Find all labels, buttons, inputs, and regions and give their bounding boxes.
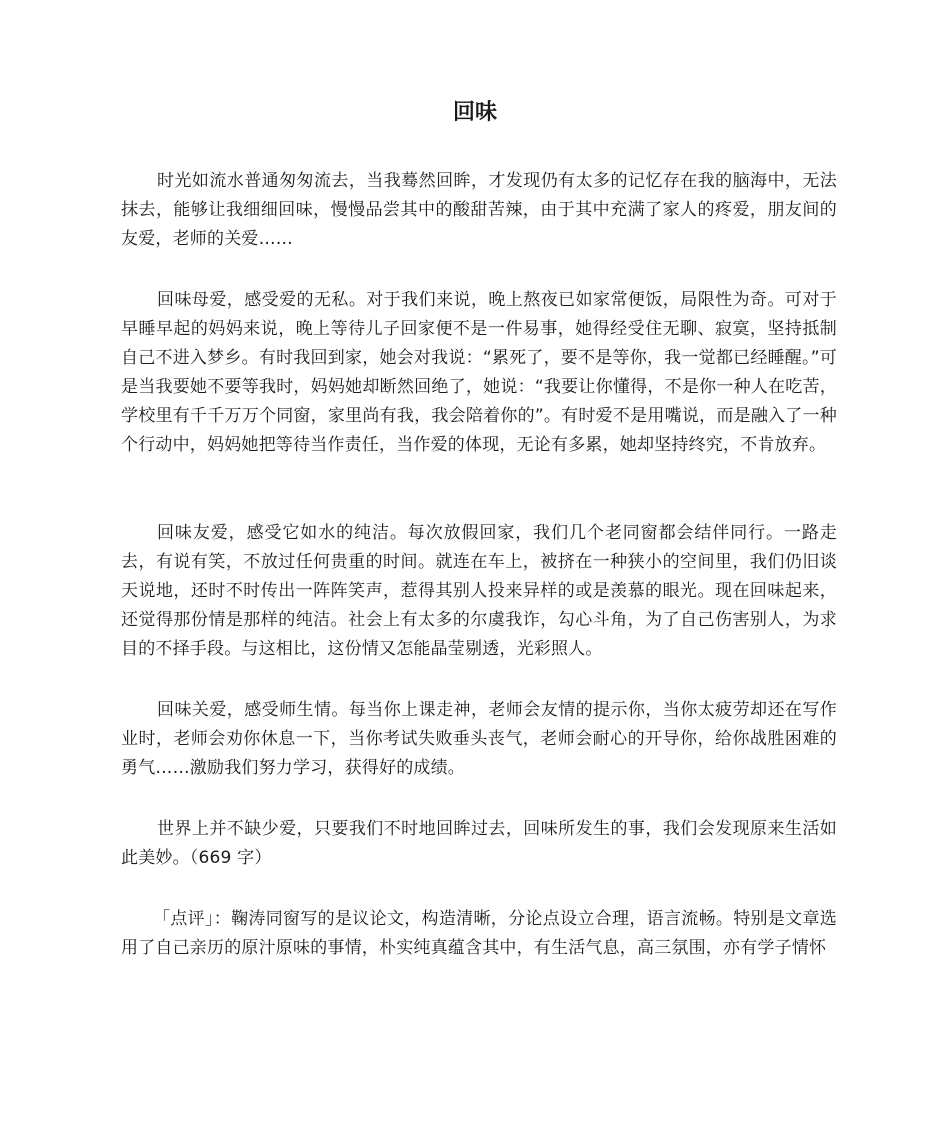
document-title: 回味 [452,100,497,125]
paragraph-mother-love: 回味母爱，感受爱的无私。对于我们来说，晚上熬夜已如家常便饭，局限性为奇。可对于早睡早起的妈妈来说，晚上等待儿子回家便不是一件易事，她得经受住无聊、寂寞，坚持抵制自己不进入梦乡。有时我回到家，她会对我说：“累死了，要不是等你，我一觉都已经睡醒。”可是当我要她不要等我时，妈妈她却断然回绝了，她说：“我要让你懂得，不是你一种人在吃苦，学校里有千千万万个同窗，家里尚有我，我会陪着你的”。有时爱不是用嘴说，而是融入了一种个行动中，妈妈她把等待当作责任，当作爱的体现，无论有多累，她却坚持终究，不肯放弃。 [121,290,837,455]
paragraph-teacher-care: 回味关爱，感受师生情。每当你上课走神，老师会友情的提示你，当你太疲劳却还在写作业时，老师会劝你休息一下，当你考试失败垂头丧气，老师会耐心的开导你，给你战胜困难的勇气……激励我们努力学习，获得好的成绩。 [121,700,837,778]
paragraph-conclusion: 世界上并不缺少爱，只要我们不时地回眸过去，回味所发生的事，我们会发现原来生活如此美妙。（669 字） [121,819,837,868]
paragraph-friendship: 回味友爱，感受它如水的纯洁。每次放假回家，我们几个老同窗都会结伴同行。一路走去，有说有笑，不放过任何贵重的时间。就连在车上，被挤在一种狭小的空间里，我们仍旧谈天说地，还时不时传出一阵阵笑声，惹得其别人投来异样的或是羡慕的眼光。现在回味起来，还觉得那份情是那样的纯洁。社会上有太多的尔虞我诈，勾心斗角，为了自己伤害别人，为求目的不择手段。与这相比，这份情又怎能晶莹剔透，光彩照人。 [121,523,837,659]
paragraph-intro: 时光如流水普通匆匆流去，当我蓦然回眸，才发现仍有太多的记忆存在我的脑海中，无法抹去，能够让我细细回味，慢慢品尝其中的酸甜苦辣，由于其中充满了家人的疼爱，朋友间的友爱，老师的关爱…… [121,171,837,249]
paragraph-comment: 「点评」：鞠涛同窗写的是议论文，构造清晰，分论点设立合理，语言流畅。特别是文章选用了自己亲历的原汁原味的事情，朴实纯真蕴含其中，有生活气息，高三氛围，亦有学子情怀 [121,909,837,958]
